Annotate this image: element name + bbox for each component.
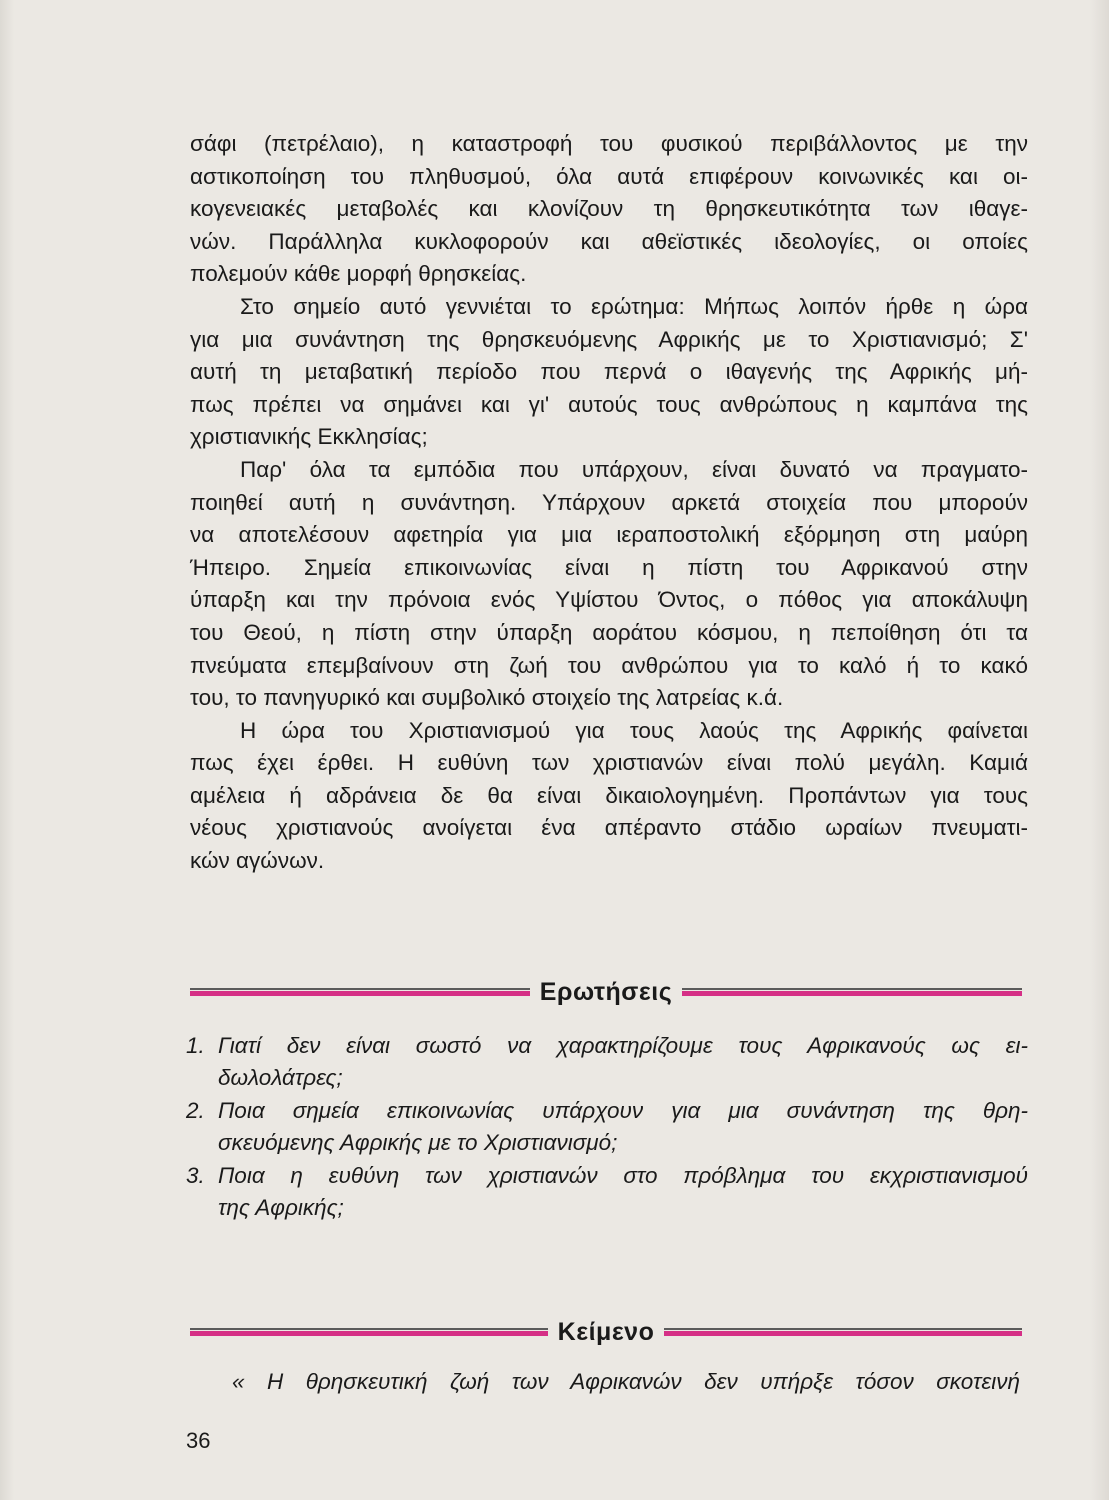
paragraph-1	[190, 128, 1028, 291]
questions-heading: Ερωτήσεις	[539, 977, 673, 1006]
text-line: του Θεού, η πίστη στην ύπαρξη αοράτου κόσμου, η πεποίθηση ότι τα	[190, 619, 1028, 645]
text-line: ποιηθεί αυτή η συνάντηση. Υπάρχουν αρκετά στοιχεία που μπορούν	[190, 489, 1028, 515]
question-item	[186, 1095, 1028, 1159]
heading-rule-left	[190, 987, 530, 997]
text-heading-row	[190, 1312, 1022, 1352]
text-line: αστικοποίηση του πληθυσμού, όλα αυτά επιφέρουν κοινωνικές και οι-	[190, 163, 1028, 189]
paragraph-4	[190, 715, 1028, 878]
text-line: σάφι (πετρέλαιο), η καταστροφή του φυσικού περιβάλλοντος με την	[190, 131, 1028, 156]
body-text	[190, 128, 1028, 878]
question-text: Ποια σημεία επικοινωνίας υπάρχουν για μια συνάντηση της θρη-	[218, 1098, 1028, 1123]
questions-list	[186, 1030, 1028, 1225]
question-item	[186, 1160, 1028, 1224]
questions-heading-row	[190, 972, 1022, 1012]
text-line: χριστιανικής Εκκλησίας;	[190, 424, 428, 450]
heading-rule-left	[190, 1327, 548, 1337]
question-item	[186, 1030, 1028, 1094]
text-line: αμέλεια ή αδράνεια δε θα είναι δικαιολογημένη. Προπάντων για τους	[190, 782, 1028, 808]
paragraph-3	[190, 454, 1028, 715]
text-line: νών. Παράλληλα κυκλοφορούν και αθεϊστικές ιδεολογίες, οι οποίες	[190, 228, 1028, 254]
question-number: 1.	[186, 1033, 205, 1058]
text-line: αυτή τη μεταβατική περίοδο που περνά ο ιθαγενής της Αφρικής μή-	[190, 359, 1028, 385]
text-line: πολεμούν κάθε μορφή θρησκείας.	[190, 261, 527, 287]
text-line: να αποτελέσουν αφετηρία για μια ιεραποστολική εξόρμηση στη μαύρη	[190, 522, 1028, 548]
text-line: Ήπειρο. Σημεία επικοινωνίας είναι η πίστη του Αφρικανού στην	[190, 554, 1028, 580]
text-line: Παρ' όλα τα εμπόδια που υπάρχουν, είναι δυνατό να πραγματο-	[240, 456, 1028, 482]
question-text: δωλολάτρες;	[218, 1065, 343, 1090]
text-line: Στο σημείο αυτό γεννιέται το ερώτημα: Μήπως λοιπόν ήρθε η ώρα	[240, 293, 1028, 319]
question-text: της Αφρικής;	[218, 1195, 344, 1220]
question-number: 3.	[186, 1163, 205, 1188]
heading-rule-right	[682, 987, 1022, 997]
text-line: Η ώρα του Χριστιανισμού για τους λαούς της Αφρικής φαίνεται	[240, 717, 1028, 743]
text-heading: Κείμενο	[557, 1317, 655, 1346]
question-text: Ποια η ευθύνη των χριστιανών στο πρόβλημα του εκχριστιανισμού	[218, 1163, 1028, 1188]
heading-rule-right	[664, 1327, 1022, 1337]
page-number: 36	[186, 1428, 211, 1453]
paragraph-2	[190, 291, 1028, 454]
quote-line: « Η θρησκευτική ζωή των Αφρικανών δεν υπήρξε τόσον σκοτεινή	[232, 1369, 1020, 1394]
text-line: του, το πανηγυρικό και συμβολικό στοιχείο της λατρείας κ.ά.	[190, 685, 784, 711]
question-text: σκευόμενης Αφρικής με το Χριστιανισμό;	[218, 1130, 618, 1155]
text-line: κών αγώνων.	[190, 848, 325, 874]
question-number: 2.	[186, 1098, 205, 1123]
text-line: νέους χριστιανούς ανοίγεται ένα απέραντο στάδιο ωραίων πνευματι-	[190, 815, 1028, 841]
text-line: ύπαρξη και την πρόνοια ενός Υψίστου Όντος, ο πόθος για αποκάλυψη	[190, 587, 1028, 613]
text-line: για μια συνάντηση της θρησκευόμενης Αφρικής με το Χριστιανισμό; Σ'	[190, 326, 1028, 352]
text-line: πως έχει έρθει. Η ευθύνη των χριστιανών είναι πολύ μεγάλη. Καμιά	[190, 750, 1028, 776]
question-text: Γιατί δεν είναι σωστό να χαρακτηρίζουμε τους Αφρικανούς ως ει-	[218, 1033, 1028, 1058]
text-line: κογενειακές μεταβολές και κλονίζουν τη θρησκευτικότητα των ιθαγε-	[190, 196, 1028, 222]
text-line: πως πρέπει να σημάνει και γι' αυτούς τους ανθρώπους η καμπάνα της	[190, 391, 1028, 417]
text-line: πνεύματα επεμβαίνουν στη ζωή του ανθρώπου για το καλό ή το κακό	[190, 652, 1028, 678]
